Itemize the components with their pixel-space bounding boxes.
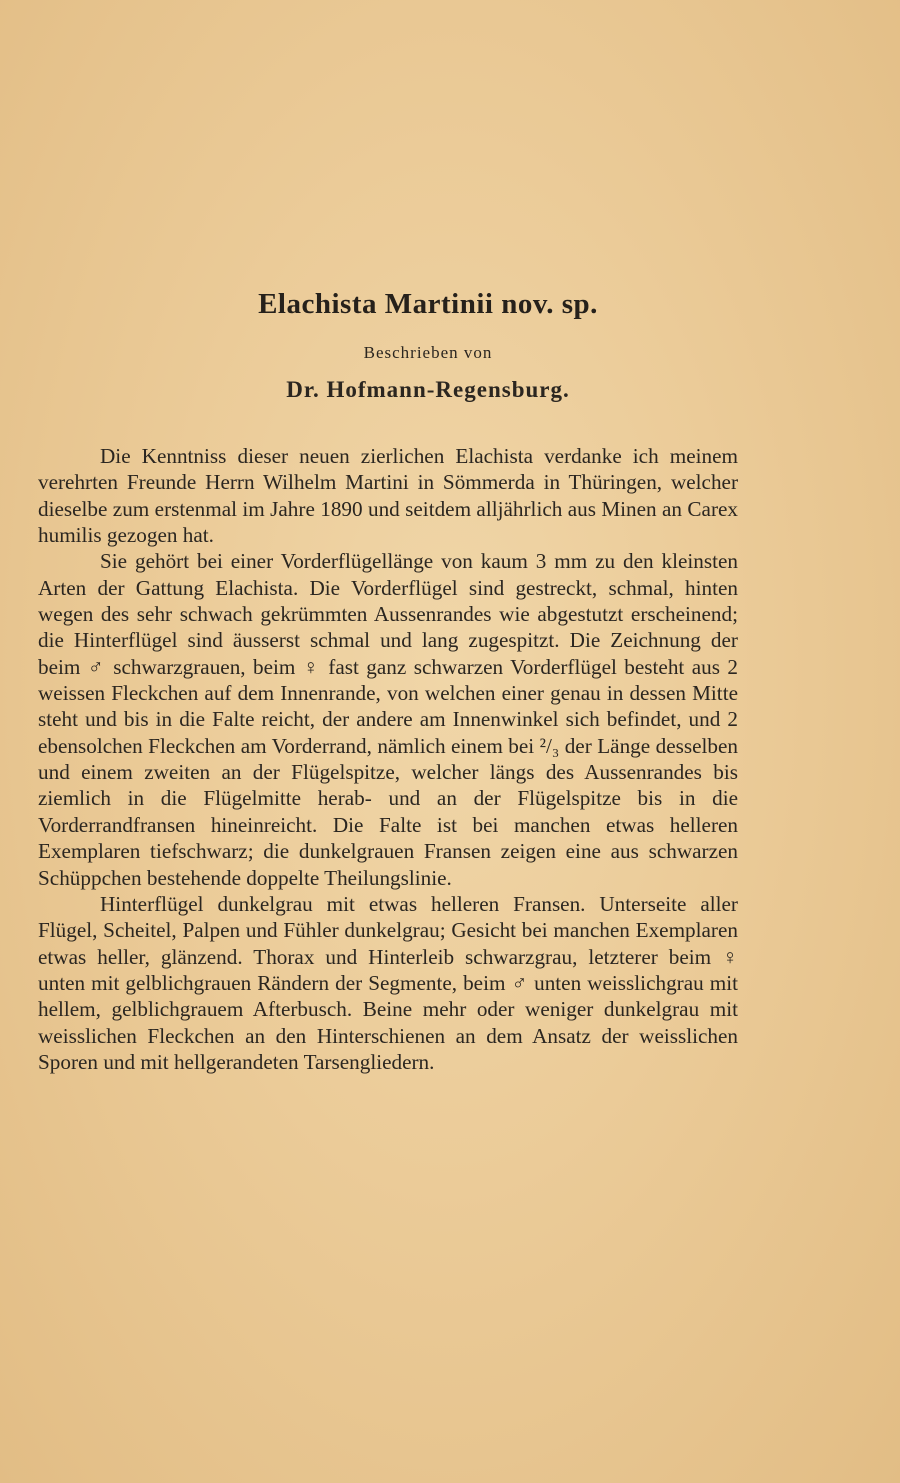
article-author: Dr. Hofmann-Regensburg. [286, 377, 570, 402]
article-title: Elachista Martinii nov. sp. [258, 288, 598, 320]
paragraph-1: Die Kenntniss dieser neuen zierlichen Elachista verdanke ich meinem verehrten Freunde Herrn Wilhelm Martini in Sömmerda in Thüringen, welcher dieselbe zum erstenmal im Jahre 1890 und seitdem alljährlich aus Minen an Carex humilis gezogen hat. [38, 444, 738, 548]
paragraph-3: Hinterflügel dunkelgrau mit etwas helleren Fransen. Unterseite aller Flügel, Scheitel, Palpen und Fühler dunkelgrau; Gesicht bei manchen Exemplaren etwas heller, glänzend. Thorax und Hinterleib schwarzgrau, letzterer beim ♀ unten mit gelblichgrauen Rändern der Segmente, beim ♂ unten weisslichgrau mit hellem, gelblichgrauem Afterbusch. Beine mehr oder weniger dunkelgrau mit weisslichen Fleckchen an den Hinterschienen an dem Ansatz der weisslichen Sporen und mit hellgerandeten Tarsengliedern. [38, 891, 738, 1074]
document-page [38, 0, 738, 1483]
article-subtitle: Beschrieben von [363, 343, 493, 362]
article-body [38, 443, 738, 1075]
paragraph-2: Sie gehört bei einer Vorderflügellänge von kaum 3 mm zu den kleinsten Arten der Gattung Elachista. Die Vorderflügel sind gestreckt, schmal, hinten wegen des sehr schwach gekrümmten Aussenrandes wie abgestutzt erscheinend; die Hinterflügel sind äusserst schmal und lang zugespitzt. Die Zeichnung der beim ♂ schwarzgrauen, beim ♀ fast ganz schwarzen Vorderflügel besteht aus 2 weissen Fleckchen auf dem Innenrande, von welchen einer genau in dessen Mitte steht und bis in die Falte reicht, der andere am Innenwinkel sich befindet, und 2 ebensolchen Fleckchen am Vorderrand, nämlich einem bei ²/₃ der Länge desselben und einem zweiten an der Flügelspitze, welcher längs des Aussenrandes bis ziemlich in die Flügelmitte herab- und an der Flügelspitze bis in die Vorderrandfransen hineinreicht. Die Falte ist bei manchen etwas helleren Exemplaren tiefschwarz; die dunkelgrauen Fransen zeigen eine aus schwarzen Schüppchen bestehende doppelte Theilungslinie. [38, 549, 738, 890]
